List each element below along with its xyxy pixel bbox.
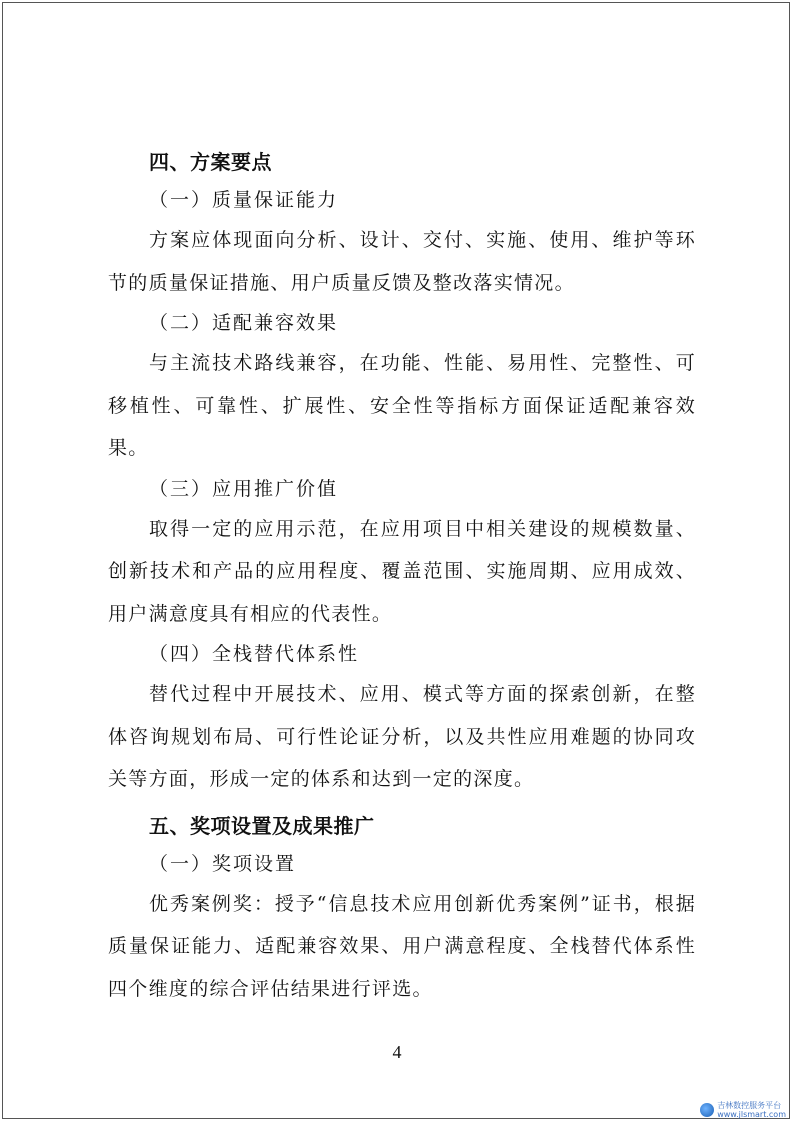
section-5-item-1	[108, 845, 696, 1011]
paragraph-awards: 优秀案例奖：授予“信息技术应用创新优秀案例”证书，根据质量保证能力、适配兼容效果、用户满意程度、全栈替代体系性四个维度的综合评估结果进行评选。	[108, 892, 696, 1000]
subheading-full-stack: （四）全栈替代体系性	[149, 643, 360, 665]
watermark	[700, 1101, 786, 1119]
paragraph-compatibility: 与主流技术路线兼容，在功能、性能、易用性、完整性、可移植性、可靠性、扩展性、安全性等指标方面保证适配兼容效果。	[108, 352, 696, 459]
section-heading-5: 五、奖项设置及成果推广	[149, 813, 375, 838]
subheading-awards: （一）奖项设置	[149, 852, 297, 875]
section-4-item-4	[108, 635, 696, 801]
watermark-logo-icon	[700, 1103, 714, 1117]
subheading-quality-assurance: （一）质量保证能力	[149, 189, 339, 211]
paragraph-quality-assurance: 方案应体现面向分析、设计、交付、实施、使用、维护等环节的质量保证措施、用户质量反馈及整改落实情况。	[108, 229, 696, 294]
subheading-compatibility: （二）适配兼容效果	[149, 312, 339, 334]
subheading-application-value: （三）应用推广价值	[149, 477, 339, 500]
section-4-item-3	[108, 470, 696, 636]
paragraph-application-value: 取得一定的应用示范，在应用项目中相关建设的规模数量、创新技术和产品的应用程度、覆盖范围、实施周期、应用成效、用户满意度具有相应的代表性。	[108, 517, 696, 625]
watermark-line-2: www.jlsmart.com	[717, 1110, 786, 1119]
section-4-item-1	[108, 181, 696, 304]
watermark-line-1: 吉林数控服务平台	[717, 1101, 782, 1110]
section-heading-4: 四、方案要点	[149, 150, 272, 174]
section-4-item-2	[108, 304, 696, 470]
paragraph-full-stack: 替代过程中开展技术、应用、模式等方面的探索创新，在整体咨询规划布局、可行性论证分析，以及共性应用难题的协同攻关等方面，形成一定的体系和达到一定的深度。	[108, 683, 696, 790]
document-body	[108, 143, 696, 1010]
page-number: 4	[392, 1042, 402, 1062]
